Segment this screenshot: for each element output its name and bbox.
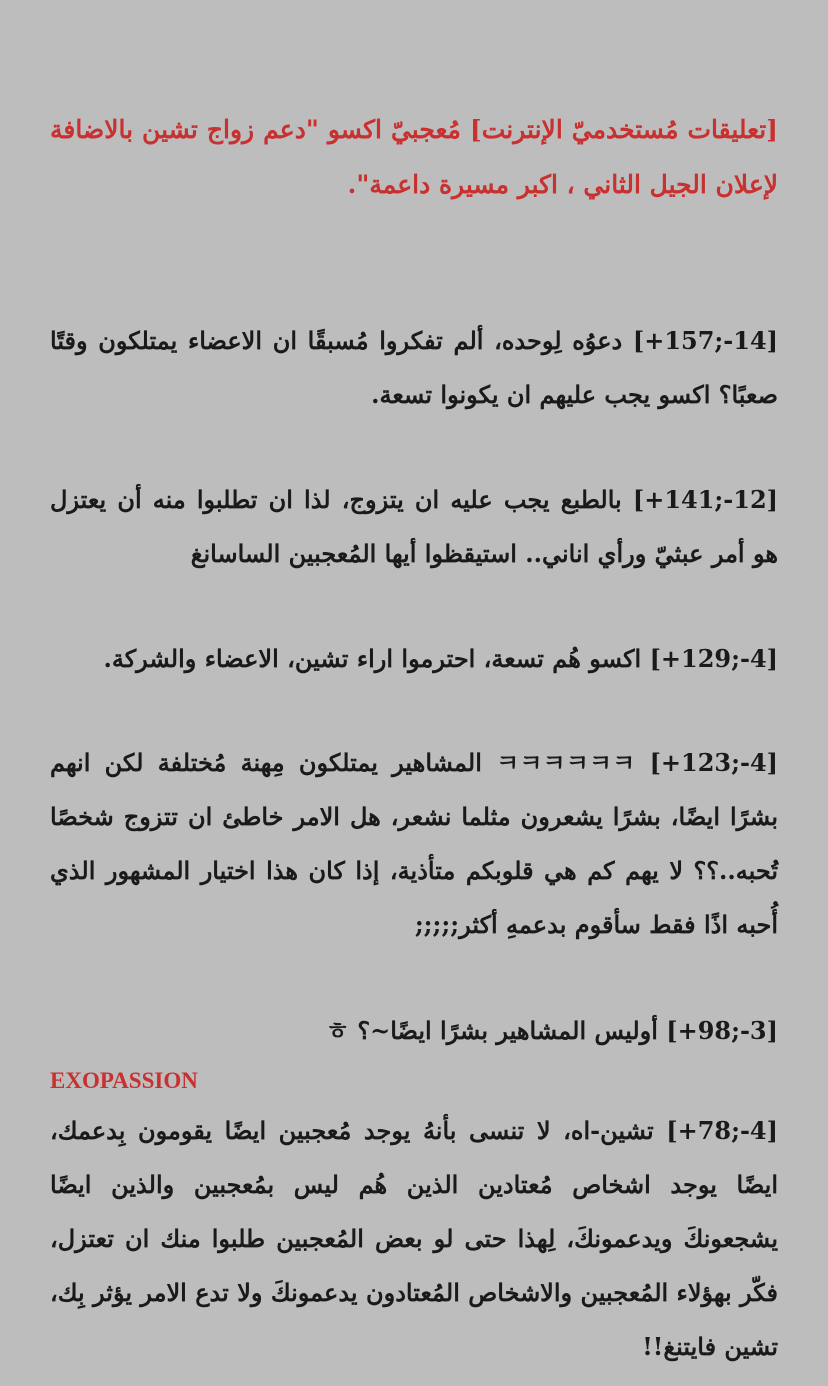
final-comment	[50, 1104, 778, 1374]
comment-score: [+129;-4]	[649, 644, 778, 673]
comment	[50, 736, 778, 952]
comment-text: اكسو هُم تسعة، احترموا اراء تشين، الاعضاء والشركة.	[103, 644, 650, 673]
comment	[50, 1004, 778, 1058]
comment-score: [+78;-4]	[666, 1116, 778, 1145]
comment	[50, 632, 778, 686]
comment-text: ㅋㅋㅋㅋㅋㅋ المشاهير يمتلكون مِهنة مُختلفة لكن انهم بشرًا ايضًا، بشرًا يشعرون مثلما نشعر، هل الامر خاطئ ان تتزوج شخصًا تُحبه..؟؟ لا يهم كم هي قلوبكم متأذية، إذا كان هذا اختيار المشهور الذي أُحبه اذًا فقط سأقوم بدعمهِ أكثر;;;;;	[50, 748, 778, 939]
comment-text: أوليس المشاهير بشرًا ايضًا~؟ ㅎ	[325, 1016, 667, 1045]
comment-score: [+123;-4]	[649, 748, 778, 777]
article-title: [تعليقات مُستخدميّ الإنترنت] مُعجبيّ اكسو "دعم زواج تشين بالاضافة لإعلان الجيل الثاني ، اكبر مسيرة داعمة".	[50, 115, 778, 199]
comment	[50, 473, 778, 581]
section-label: EXOPASSION	[50, 1068, 198, 1093]
comment-score: [+157;-14]	[632, 326, 778, 355]
comment-text: دعوُه لِوحده، ألم تفكروا مُسبقًا ان الاعضاء يمتلكون وقتًا صعبًا؟ اكسو يجب عليهم ان يكونوا تسعة.	[50, 326, 778, 409]
comments-list	[50, 314, 778, 1058]
comment-score: [+141;-12]	[632, 485, 778, 514]
comment-score: [+98;-3]	[666, 1016, 778, 1045]
comment-text: تشين-اه، لا تنسى بأنهُ يوجد مُعجبين ايضًا يقومون بِدعمك، ايضًا يوجد اشخاص مُعتادين الذين هُم ليس بمُعجبين والذين ايضًا يشجعونكَ ويدعمونكَ، لِهذا حتى لو بعض المُعجبين طلبوا منك ان تعتزل، فكّر بهؤلاء المُعجبين والاشخاص المُعتادون يدعمونكَ ولا تدع الامر يؤثر بِك، تشين فايتنغ!!	[50, 1116, 778, 1361]
comment	[50, 314, 778, 422]
comment-text: بالطبع يجب عليه ان يتزوج، لذا ان تطلبوا منه أن يعتزل هو أمر عبثيّ ورأي اناني.. استيقظوا أيها المُعجبين الساسانغ	[50, 485, 778, 568]
